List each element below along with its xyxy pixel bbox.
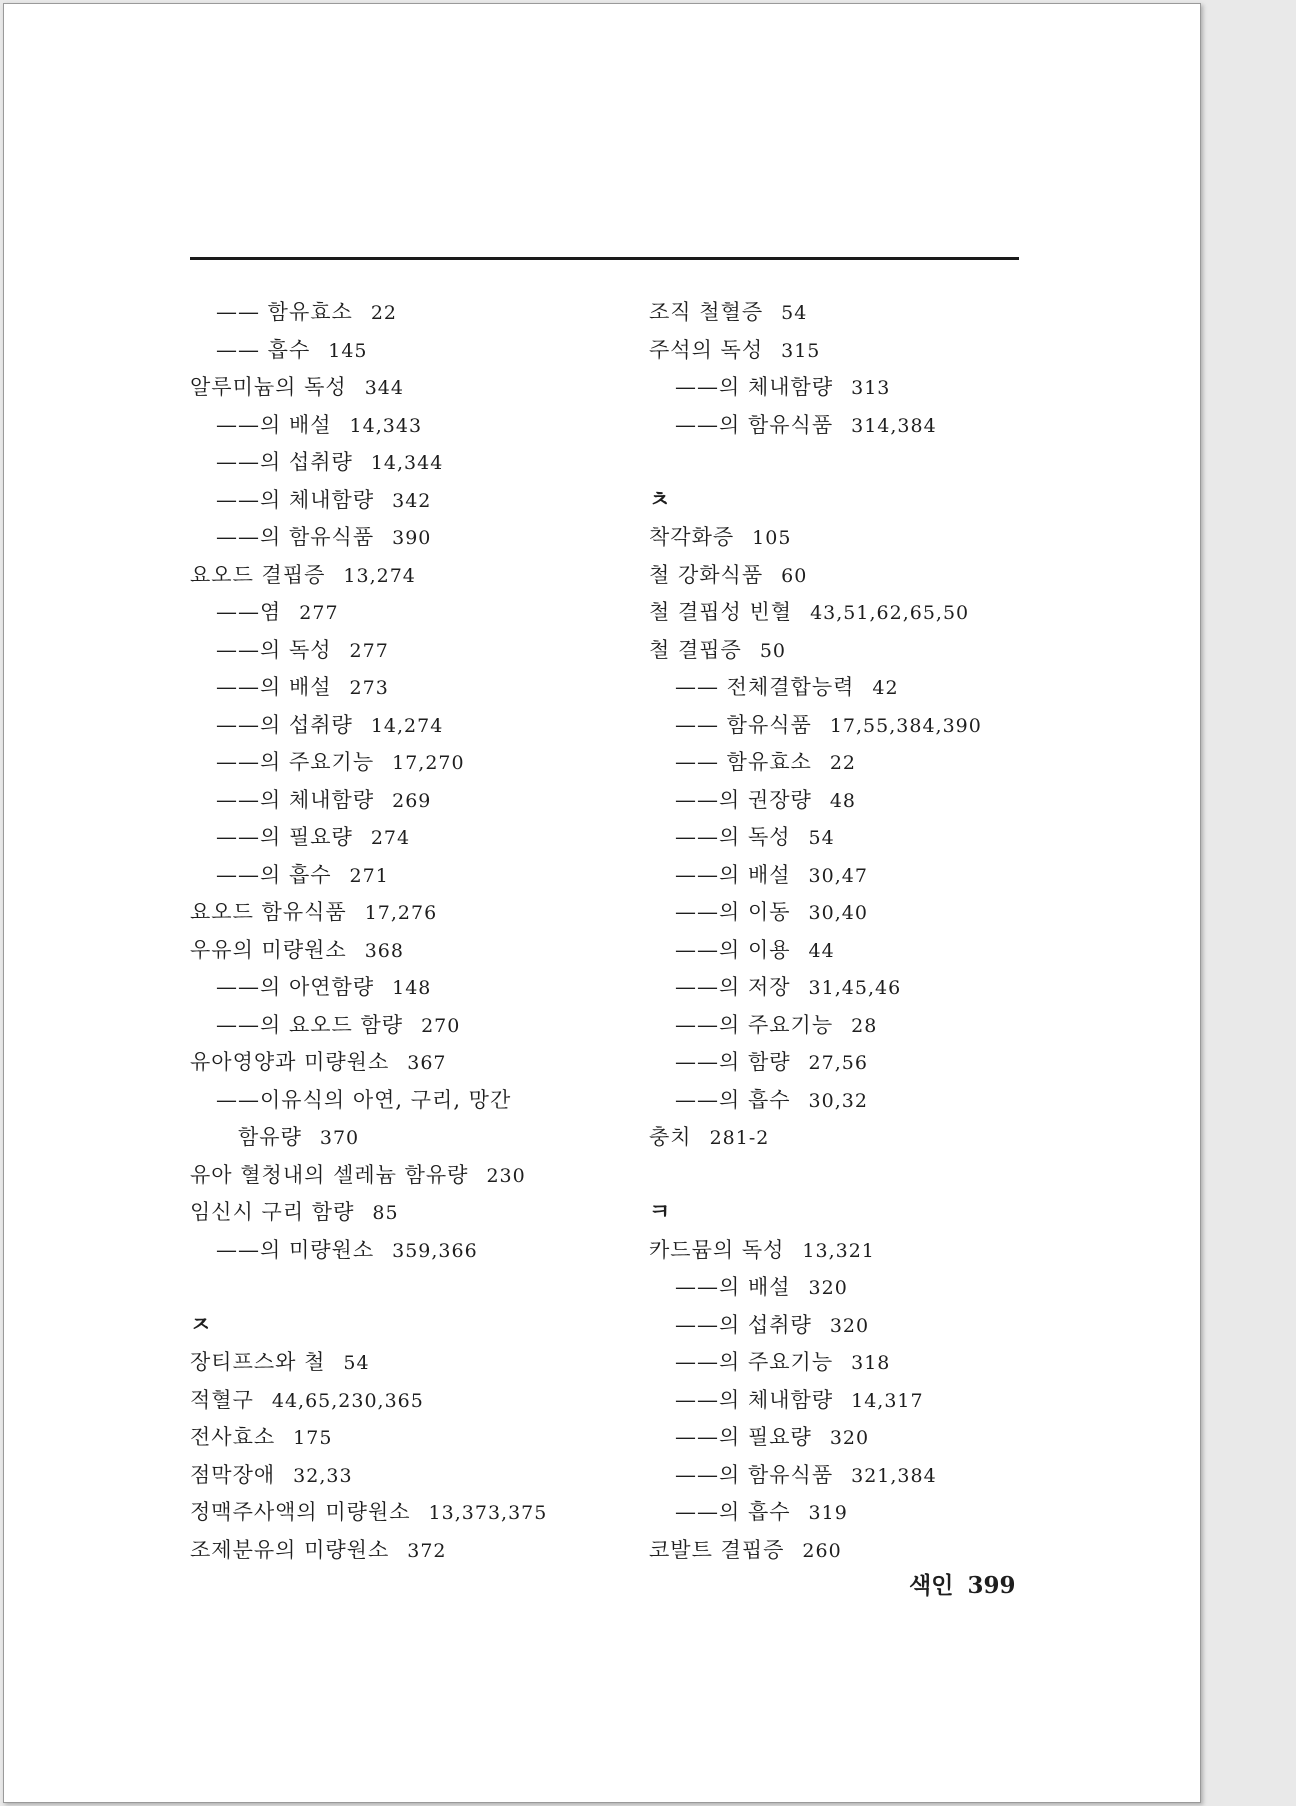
page-refs: 22 [829,752,857,774]
index-term: —— 전체결합능력 [675,675,855,699]
index-term: ——의 아연함량 [216,975,375,999]
index-entry [190,332,610,370]
index-term: 정맥주사액의 미량원소 [190,1500,411,1524]
document-page [3,3,1201,1803]
page-refs: 22 [370,302,398,324]
index-entry [649,557,1069,595]
index-entry [190,894,610,932]
index-entry [190,594,610,632]
page-refs: 367 [407,1052,447,1074]
index-term: ——의 흡수 [675,1500,791,1524]
index-term: ——의 섭취량 [675,1312,812,1337]
page-refs: 314,384 [851,414,937,437]
index-term: ——의 필요량 [675,1425,812,1449]
index-term: 유아영양과 미량원소 [190,1050,390,1074]
index-entry [190,1082,610,1120]
page-refs: 28 [851,1014,878,1037]
section-gap [190,1269,610,1307]
page-refs: 320 [808,1277,848,1299]
page-refs: 230 [486,1164,526,1187]
index-term: 철 강화식품 [649,562,764,587]
page-refs: 370 [319,1127,360,1149]
index-entry [649,294,1069,332]
page-refs: 17,276 [364,902,438,924]
index-term: ——의 독성 [216,637,332,662]
index-term: ——의 섭취량 [216,712,353,737]
section-heading [649,482,1069,520]
index-term: ——의 흡수 [675,1087,791,1112]
index-entry [649,669,1069,707]
index-entry [190,969,610,1007]
index-term: ——의 주요기능 [675,1012,834,1037]
index-entry [190,444,610,482]
index-term: 착각화증 [649,525,735,549]
index-term: ——의 주요기능 [675,1350,834,1374]
index-entry [190,1119,610,1157]
index-term: 조제분유의 미량원소 [190,1537,390,1562]
index-entry [190,932,610,970]
page-refs: 105 [752,527,792,549]
index-term: 점막장애 [190,1462,276,1487]
index-entry [190,1232,610,1270]
index-term: ——의 필요량 [216,825,353,849]
index-entry [190,669,610,707]
index-entry [190,1494,610,1532]
index-term: —— 함유효소 [675,750,812,774]
index-term: 유아 혈청내의 셀레늄 함유량 [190,1162,469,1187]
page-refs: 372 [407,1539,447,1562]
index-entry [649,819,1069,857]
index-term: 요오드 결핍증 [190,562,326,587]
page-refs: 148 [392,977,432,999]
index-term: 임신시 구리 함량 [190,1200,355,1224]
page-refs: 269 [392,789,432,812]
index-term: ——의 함유식품 [216,525,375,549]
index-term: ——의 체내함량 [675,375,834,399]
index-term: 조직 철혈증 [649,300,764,324]
index-entry [649,969,1069,1007]
page-refs: 319 [808,1502,848,1524]
page-refs: 277 [349,639,389,662]
page-refs: 271 [349,864,389,887]
page-refs: 321,384 [851,1464,937,1487]
index-term: 카드뮴의 독성 [649,1237,785,1262]
index-term: 코발트 결핍증 [649,1537,785,1562]
index-entry [649,1419,1069,1457]
index-entry [190,857,610,895]
index-term: ——의 이동 [675,900,791,924]
page-refs: 30,32 [808,1089,868,1112]
index-entry [190,819,610,857]
page-refs: 344 [364,377,404,399]
page-number: 399 [967,1572,1016,1599]
page-refs: 31,45,46 [808,977,902,999]
index-term: ——의 주요기능 [216,750,375,774]
index-term: ——의 섭취량 [216,450,353,474]
index-term: ——의 함유식품 [675,412,834,437]
index-term: ——의 체내함량 [216,487,375,512]
page-refs: 30,40 [808,902,868,924]
index-term: ——의 배설 [675,862,791,887]
page-refs: 13,321 [802,1239,875,1262]
index-entry [649,594,1069,632]
index-entry [649,369,1069,407]
index-entry [649,744,1069,782]
page-refs: 85 [372,1202,399,1224]
page-refs: 48 [829,789,857,812]
index-entry [190,1007,610,1045]
index-term: ——염 [216,600,282,624]
index-term: ㅊ [649,486,672,513]
section-gap [649,1157,1069,1195]
index-term: 알루미늄의 독성 [190,375,347,399]
index-entry [649,407,1069,445]
index-entry [190,707,610,745]
index-entry [649,894,1069,932]
index-entry [190,482,610,520]
index-entry [190,632,610,670]
index-entry [190,1419,610,1457]
page-refs: 313 [851,377,891,399]
index-entry [190,744,610,782]
index-entry [649,707,1069,745]
page-refs: 14,344 [370,452,444,474]
page-refs: 17,270 [392,752,465,774]
index-entry [190,1044,610,1082]
page-refs: 14,343 [349,414,423,437]
index-entry [649,857,1069,895]
page-refs: 320 [829,1314,870,1337]
index-term: 장티프스와 철 [190,1350,326,1374]
index-term: ㅈ [190,1311,213,1338]
index-term: ——의 배설 [675,1275,791,1299]
index-term: ——의 함유식품 [675,1462,834,1487]
section-heading [190,1307,610,1345]
page-refs: 368 [364,939,404,962]
page-refs: 315 [781,339,821,362]
page-refs: 32,33 [293,1464,353,1487]
index-term: ——의 함량 [675,1050,791,1074]
index-entry [649,1119,1069,1157]
index-column-left [190,294,610,1569]
page-refs: 320 [829,1427,870,1449]
index-term: ——의 권장량 [675,787,812,812]
page-refs: 17,55,384,390 [829,714,982,737]
index-term: 요오드 함유식품 [190,900,347,924]
section-heading [649,1194,1069,1232]
index-entry [649,632,1069,670]
page-refs: 260 [802,1539,842,1562]
index-term: ——의 이용 [675,937,791,962]
index-entry [649,1382,1069,1420]
index-entry [649,932,1069,970]
index-term: 적혈구 [190,1387,254,1412]
index-term: 철 결핍성 빈혈 [649,600,793,624]
index-term: —— 흡수 [216,337,311,362]
index-entry [649,1457,1069,1495]
index-entry [190,294,610,332]
page-refs: 281-2 [709,1127,770,1149]
index-entry [649,782,1069,820]
page-refs: 60 [781,564,808,587]
page-refs: 145 [328,339,368,362]
page-refs: 13,274 [343,564,416,587]
page-refs: 44 [808,939,835,962]
index-term: ——의 배설 [216,412,332,437]
page-refs: 390 [392,527,432,549]
index-term: 전사효소 [190,1425,276,1449]
page-refs: 359,366 [392,1239,478,1262]
index-term: 충치 [649,1125,692,1149]
index-entry [190,1344,610,1382]
index-entry [649,1494,1069,1532]
page-refs: 54 [808,827,835,849]
index-entry [649,1532,1069,1570]
index-term: ——의 저장 [675,975,791,999]
page-refs: 30,47 [808,864,868,887]
index-entry [190,519,610,557]
page-refs: 277 [299,602,339,624]
index-entry [649,1269,1069,1307]
index-term: ——의 독성 [675,825,791,849]
page-refs: 175 [293,1427,333,1449]
page-refs: 54 [781,302,808,324]
index-entry [649,1044,1069,1082]
page-footer [909,1567,1015,1600]
index-term: 함유량 [238,1125,302,1149]
page-refs: 44,65,230,365 [271,1389,424,1412]
index-term: ——의 흡수 [216,862,332,887]
index-term: ——의 체내함량 [216,787,375,812]
index-term: ——의 배설 [216,675,332,699]
index-term: ㅋ [649,1199,672,1225]
index-entry [190,1457,610,1495]
index-entry [649,1082,1069,1120]
index-entry [190,1382,610,1420]
footer-label: 색인 [909,1572,954,1599]
index-entry [190,407,610,445]
index-entry [649,1344,1069,1382]
index-column-right [649,294,1069,1569]
page-refs: 274 [370,827,411,849]
index-term: —— 함유효소 [216,300,353,324]
index-term: 주석의 독성 [649,337,764,362]
page-refs: 270 [421,1014,461,1037]
index-entry [649,1307,1069,1345]
index-term: ——의 요오드 함량 [216,1012,404,1037]
header-rule [190,257,1019,260]
index-term: ——의 미량원소 [216,1237,375,1262]
page-refs: 342 [392,489,432,512]
page-refs: 43,51,62,65,50 [810,602,970,624]
index-entry [190,1157,610,1195]
index-entry [190,369,610,407]
index-term: 철 결핍증 [649,637,742,662]
page-refs: 14,317 [851,1389,924,1412]
index-term: ——의 체내함량 [675,1387,834,1412]
page-refs: 13,373,375 [428,1502,548,1524]
page-refs: 42 [872,677,899,699]
index-entry [649,519,1069,557]
index-term: ——이유식의 아연, 구리, 망간 [216,1087,512,1112]
index-entry [649,1007,1069,1045]
index-entry [190,1532,610,1570]
section-gap [649,444,1069,482]
page-refs: 318 [851,1352,891,1374]
index-term: —— 함유식품 [675,712,812,737]
page-refs: 273 [349,677,389,699]
page-refs: 50 [759,639,787,662]
index-entry [190,1194,610,1232]
page-refs: 54 [343,1352,370,1374]
index-entry [649,1232,1069,1270]
index-entry [190,557,610,595]
index-entry [649,332,1069,370]
index-entry [190,782,610,820]
index-term: 우유의 미량원소 [190,937,347,962]
page-refs: 27,56 [808,1052,868,1074]
page-refs: 14,274 [370,714,444,737]
